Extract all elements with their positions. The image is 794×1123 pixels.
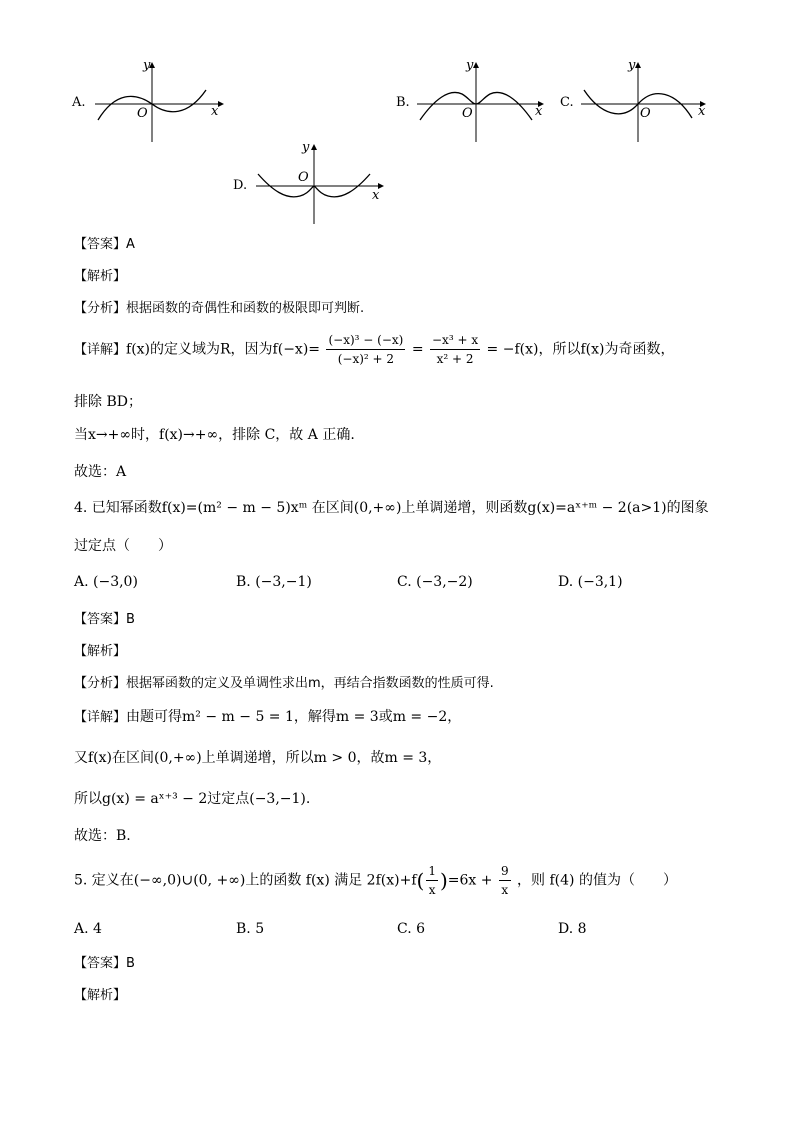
q3-choose: 故选：A	[74, 464, 127, 480]
graph-a-y: y	[143, 58, 151, 73]
q5-stem: 5. 定义在(−∞,0)∪(0, +∞)上的函数 f(x) 满足 2f(x)+f( $\frac{1}{x}$ )=6x + $\frac{9}{x}$ ，则 f(4) 的值为（ ）	[74, 864, 677, 897]
graph-b-origin: O	[462, 106, 473, 121]
graph-b-y: y	[466, 58, 474, 73]
graph-d-y: y	[302, 140, 310, 155]
q4-choose: 故选：B.	[74, 828, 131, 844]
q5-paren-den: x	[428, 883, 436, 897]
q4-xiangjie	[74, 708, 461, 727]
q4-stem-line1: 4. 已知幂函数f(x)=(m² − m − 5)xᵐ 在区间(0,+∞)上单调递增，则函数g(x)=aˣ⁺ᵐ − 2(a>1)的图象	[74, 500, 709, 516]
fenxi-text: 根据幂函数的定义及单调性求出m，再结合指数函数的性质可得.	[126, 676, 494, 691]
xiangjie-p1: f(x)的定义域为R，因为f(−x)=	[126, 341, 321, 358]
option-d-label: D.	[233, 178, 248, 193]
graph-c-x: x	[698, 104, 706, 119]
q5-option-c: C. 6	[397, 921, 426, 937]
q3-answer	[74, 233, 135, 252]
q5-frac-den: x	[501, 883, 509, 897]
graph-d-x: x	[372, 188, 380, 203]
q3-fenxi	[74, 297, 364, 316]
q3-jiexi: 【解析】	[74, 269, 127, 284]
q5-answer	[74, 952, 135, 971]
fraction-1-num: (−x)³ − (−x)	[326, 331, 405, 350]
q4-answer	[74, 608, 135, 627]
q3-xiangjie	[74, 331, 674, 368]
option-c-label: C.	[560, 95, 574, 110]
q5-paren-fraction	[426, 862, 438, 899]
q5-option-a: A. 4	[74, 921, 102, 937]
q5-frac-num: 9	[499, 862, 511, 881]
xiangjie-tag: 【详解】	[74, 710, 127, 725]
answer-tag: 【答案】	[74, 237, 127, 252]
answer-value: A	[126, 237, 135, 252]
q4-option-c: C. (−3,−2)	[397, 574, 473, 590]
q4-fenxi	[74, 672, 494, 691]
graph-c	[578, 60, 713, 145]
option-b-label: B.	[396, 95, 410, 110]
q3-line2: 排除 BD；	[74, 394, 142, 410]
q5-stem-p2: =6x +	[447, 872, 493, 889]
q4-jiexi: 【解析】	[74, 644, 127, 659]
fraction-2-num: −x³ + x	[430, 331, 480, 350]
q4-stem-line2: 过定点（ ）	[74, 538, 172, 554]
graph-a	[90, 60, 230, 145]
fraction-2	[430, 331, 480, 368]
graph-c-origin: O	[640, 106, 651, 121]
graph-d-origin: O	[298, 170, 309, 185]
q4-option-a: A. (−3,0)	[74, 574, 138, 590]
answer-tag: 【答案】	[74, 612, 127, 627]
xiangjie-p2: = −f(x)，所以f(x)为奇函数，	[486, 341, 675, 358]
q4-option-b: B. (−3,−1)	[236, 574, 312, 590]
answer-value: B	[126, 956, 135, 971]
q4-option-d: D. (−3,1)	[558, 574, 623, 590]
answer-tag: 【答案】	[74, 956, 127, 971]
q5-stem-p3: ，则 f(4) 的值为（ ）	[517, 872, 677, 889]
graph-a-x: x	[211, 104, 219, 119]
q5-paren-num: 1	[426, 862, 438, 881]
q5-stem-p1: 5. 定义在(−∞,0)∪(0, +∞)上的函数 f(x) 满足 2f(x)+f	[74, 872, 417, 889]
fenxi-tag: 【分析】	[74, 676, 127, 691]
q4-line3: 所以g(x) = aˣ⁺³ − 2过定点(−3,−1).	[74, 791, 311, 807]
q4-line2: 又f(x)在区间(0,+∞)上单调递增，所以m > 0，故m = 3，	[74, 750, 442, 766]
graph-b-x: x	[535, 104, 543, 119]
equals-sign: =	[411, 341, 424, 358]
graph-c-y: y	[628, 58, 636, 73]
q5-fraction	[499, 862, 511, 899]
graph-a-origin: O	[137, 106, 148, 121]
answer-value: B	[126, 612, 135, 627]
xiangjie-text: 由题可得m² − m − 5 = 1，解得m = 3或m = −2，	[126, 709, 462, 725]
fenxi-tag: 【分析】	[74, 301, 127, 316]
q3-line3: 当x→+∞时，f(x)→+∞，排除 C，故 A 正确.	[74, 427, 355, 443]
q5-option-d: D. 8	[558, 921, 587, 937]
fraction-1	[326, 331, 405, 368]
option-a-label: A.	[72, 95, 86, 110]
graph-d	[254, 142, 389, 227]
graph-b	[414, 60, 549, 145]
q5-jiexi: 【解析】	[74, 988, 127, 1003]
fraction-2-den: x² + 2	[436, 352, 474, 366]
fraction-1-den: (−x)² + 2	[337, 352, 395, 366]
q5-option-b: B. 5	[236, 921, 265, 937]
fenxi-text: 根据函数的奇偶性和函数的极限即可判断.	[126, 301, 365, 316]
xiangjie-tag: 【详解】	[74, 342, 127, 358]
